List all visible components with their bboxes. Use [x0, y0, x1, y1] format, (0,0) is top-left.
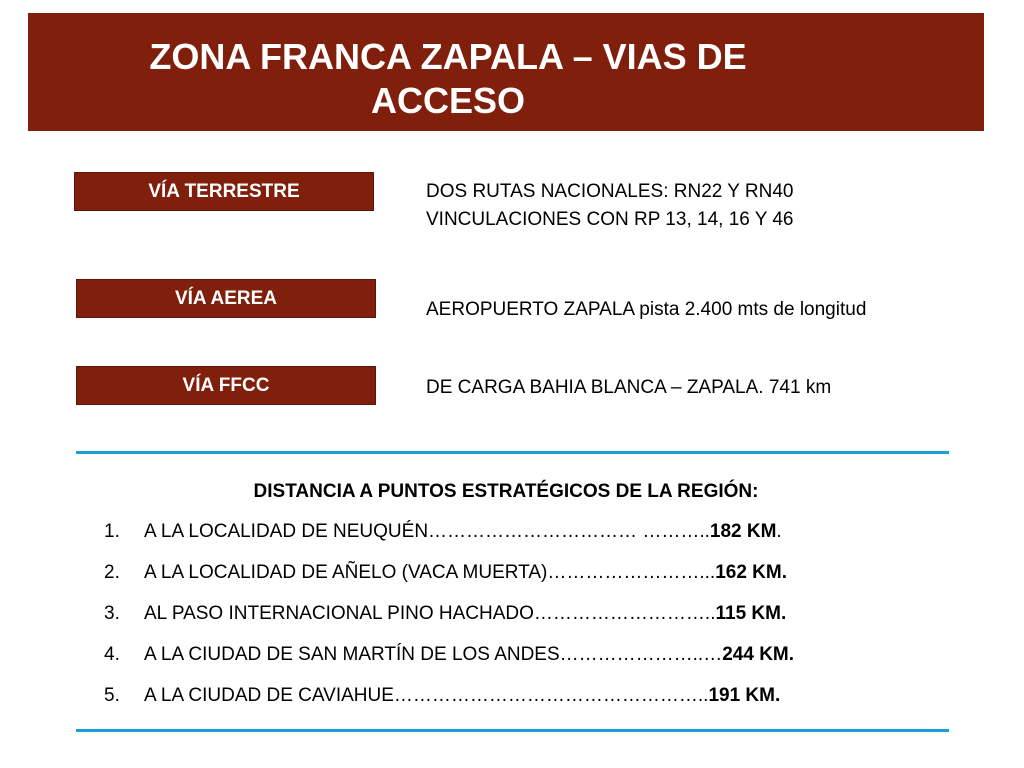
list-item-km: 162 KM. [715, 562, 787, 583]
list-item [104, 682, 964, 723]
via-terrestre-label: VÍA TERRESTRE [148, 181, 300, 202]
list-item-number: 2. [104, 562, 120, 583]
list-item-text: A LA CIUDAD DE CAVIAHUE………………………………………….. [144, 685, 709, 706]
page-title-line-1: ZONA FRANCA ZAPALA – VIAS DE [149, 36, 747, 77]
list-item-text: A LA LOCALIDAD DE AÑELO (VACA MUERTA)……………………... [144, 562, 716, 583]
list-item-text: A LA CIUDAD DE SAN MARTÍN DE LOS ANDES…………………..… [144, 644, 723, 665]
list-item-number: 4. [104, 644, 120, 665]
list-item-text: A LA LOCALIDAD DE NEUQUÉN…………………………… ……….. [144, 521, 710, 542]
via-aerea-label-box [77, 280, 375, 317]
list-item [104, 641, 964, 682]
via-terrestre-description [426, 178, 794, 234]
via-terrestre-label-box [75, 173, 373, 210]
distances-heading: DISTANCIA A PUNTOS ESTRATÉGICOS DE LA REGIÓN: [253, 481, 759, 502]
list-item-km: 191 KM. [708, 685, 781, 706]
divider-top [76, 451, 949, 454]
title-banner [28, 13, 984, 131]
list-item-km: 182 KM [709, 521, 777, 542]
list-item-suffix: . [776, 521, 782, 542]
divider-bottom [76, 729, 949, 732]
via-ffcc-description [426, 374, 831, 402]
list-item [104, 600, 964, 641]
page-title [128, 35, 768, 123]
distances-list [104, 518, 964, 723]
list-item-km: 244 KM. [722, 644, 795, 665]
list-item-number: 1. [104, 521, 120, 542]
list-item-number: 5. [104, 685, 120, 706]
list-item-number: 3. [104, 603, 120, 624]
via-ffcc-label-box [77, 367, 375, 404]
list-item [104, 518, 964, 559]
list-item-km: 115 KM. [715, 603, 787, 624]
list-item-text: AL PASO INTERNACIONAL PINO HACHADO……………………….. [144, 603, 716, 624]
via-terrestre-line-2: VINCULACIONES CON RP 13, 14, 16 Y 46 [426, 209, 794, 230]
page-title-line-2: ACCESO [370, 80, 526, 121]
via-aerea-description [426, 296, 866, 324]
via-aerea-label: VÍA AEREA [174, 288, 278, 309]
via-ffcc-line-1: DE CARGA BAHIA BLANCA – ZAPALA. 741 km [426, 377, 832, 398]
via-ffcc-label: VÍA FFCC [182, 375, 270, 396]
via-terrestre-line-1: DOS RUTAS NACIONALES: RN22 Y RN40 [426, 181, 794, 202]
via-aerea-line-1: AEROPUERTO ZAPALA pista 2.400 mts de longitud [426, 299, 867, 320]
list-item [104, 559, 964, 600]
